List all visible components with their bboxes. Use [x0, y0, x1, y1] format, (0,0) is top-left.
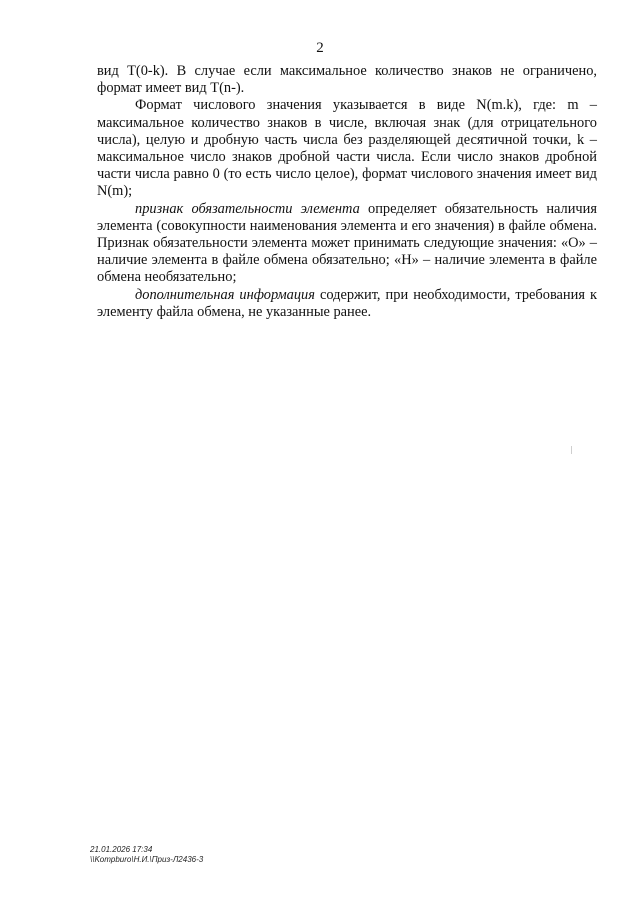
definition-additional-info: содержит, при необходимости, требования к элементу файла обмена, не указанные ранее.: [97, 286, 597, 320]
page-number: 2: [316, 40, 324, 56]
paragraph-text-format-continuation: вид T(0-k). В случае если максимальное количество знаков не ограничено, формат имеет вид T(n-).: [97, 63, 597, 97]
term-required-attribute: признак обязательности элемента: [135, 200, 360, 217]
paragraph-required-attribute: [97, 201, 597, 287]
paragraph-additional-info: [97, 287, 597, 321]
page-footer: [90, 845, 203, 865]
term-additional-info: дополнительная информация: [135, 286, 315, 303]
definition-required-attribute: определяет обязательность наличия элемента (совокупности наименования элемента и его значения) в файле обмена. Признак обязательности элемента может принимать следующие значения: «О» – наличие элемента в файле обмена обязательно; «Н» – наличие элемента в файле обмена необязательно;: [97, 200, 597, 286]
scan-artifact-line: [571, 446, 572, 454]
footer-timestamp: 21.01.2026 17:34: [90, 845, 153, 854]
document-body: [97, 63, 597, 321]
paragraph-numeric-format: Формат числового значения указывается в виде N(m.k), где: m – максимальное количество знаков в числе, включая знак (для отрицательного числа), целую и дробную часть числа без разделяющей десятичной точки, k – максимальное число знаков дробной части числа. Если число знаков дробной части числа равно 0 (то есть число целое), формат числового значения имеет вид N(m);: [97, 97, 597, 200]
footer-reference: \\Kompburo\Н.И.\Приз-Л2436-3: [90, 855, 204, 864]
